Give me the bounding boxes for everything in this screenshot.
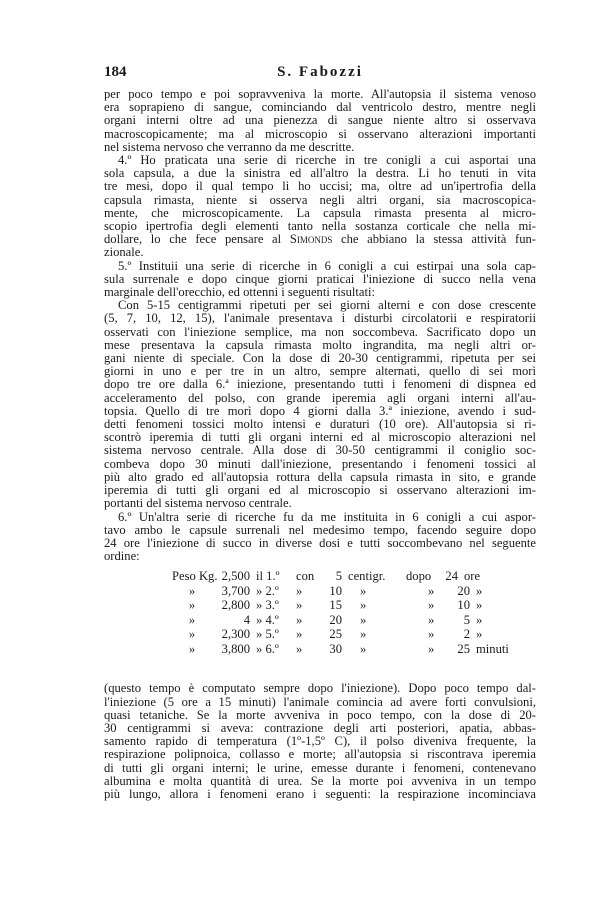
table-cell: 2,500 [221,569,250,584]
page-body [104,88,536,801]
text-line [104,233,536,246]
text-line: respirazione polipnoica, collasso e morte; all'autopsia si riscontrava iperemia [104,747,536,762]
paragraph-continuation [104,88,536,154]
text-line: 6.º Un'altra serie di ricerche fu da me instituita in 6 conigli a cui aspor- [118,509,536,524]
text-line: capsula rimasta, niente si osserva negli altri organi, sia macroscopica- [104,192,536,207]
table-cell: » [476,598,483,613]
table-cell: 10 [329,583,342,598]
table-cell: minuti [476,641,509,656]
table-cell: 3,700 [221,583,250,598]
text-line: zionale. [104,245,144,260]
table-cell: 25 [457,641,470,656]
table-cell: 20 [329,612,342,627]
page-number: 184 [104,64,127,80]
text-line: ordine: [104,549,140,564]
table-cell: Peso Kg. [172,569,218,584]
table-cell: » [476,627,483,642]
table-cell: 5 [463,612,470,627]
text-line: dopo tre ore dalla 6.ª iniezione, presentando tutti i fenomeni di dispnea ed [104,377,536,392]
paragraph-5 [104,260,536,300]
table-cell: » [360,583,367,598]
table-cell: 24 [445,569,458,584]
text-line: topsia. Quello di tre morì dopo 4 giorni dalla 3.ª iniezione, avendo i sud- [104,403,536,418]
text-line: Con 5-15 centigrammi ripetuti per sei giorni alterni e con dose crescente [118,298,536,313]
table-cell: 20 [457,583,470,598]
table-cell: 15 [329,598,342,613]
text-line: 24 ore l'iniezione di succo in diverse dosi e tutti soccombevano nel seguente [104,535,536,550]
table-cell: » [188,612,196,627]
table-cell: » 3.º [256,598,279,613]
paragraph-6-continued [104,682,536,801]
table-cell: » [428,612,435,627]
table-cell: con [296,569,315,584]
table-row [172,627,536,642]
table-cell: » [296,598,303,613]
paragraph-6 [104,511,536,564]
text-line: 4.º Ho praticata una serie di ricerche in tre conigli a cui asportai una [118,153,536,168]
text-line: portanti del sistema nervoso centrale. [104,496,292,511]
text-line: organi interni oltre ad una pienezza di sangue niente altro si osservava [104,113,536,128]
table-cell: 2,300 [221,627,250,642]
text-line: tavo ambo le capsule surrenali nel medesimo tempo, facendo seguire dopo [104,522,536,537]
text-line: nel sistema nervoso che verranno da me descritte. [104,139,355,154]
text-line: era soprapieno di sangue, cominciando dal ventricolo destro, mentre negli [104,100,536,115]
text-line: 30 centigrammi si aveva: contrazione degli arti posteriori, apatia, abbas- [104,720,536,735]
table-cell: ore [464,569,481,584]
text-line: mente, che microscopicamente. La capsula rimasta presenta al micro- [104,205,536,220]
table-cell: » [296,583,303,598]
paragraph-4 [104,154,536,260]
text-line: 5.º Instituii una serie di ricerche in 6 conigli a cui estirpai una sola cap- [118,258,536,273]
spacer [104,662,536,682]
table-cell: » [428,598,435,613]
table-cell: » 2.º [256,583,279,598]
table-cell: » [428,583,435,598]
table-cell: » [428,641,435,656]
table-cell: 3,800 [221,641,250,656]
table-cell: 5 [335,569,342,584]
table-cell: 25 [329,627,342,642]
table-cell: » [476,612,483,627]
text-line: mese presentava la capsula rimasta molto ingrandita, ma negli altri or- [104,337,536,352]
text-line: combeva dopo 30 minuti dall'iniezione, presentando i fenomeni tossici al [104,456,536,471]
text-line: sistema nervoso centrale. Alla dose di 30-50 centigrammi il coniglio soc- [104,443,536,458]
table-cell: 30 [329,641,342,656]
text-line: iperemia di tutti gli organi ed al microscopio si osservano alterazioni im- [104,483,536,498]
table-cell: 2 [463,627,470,642]
table-cell: » [360,627,367,642]
table-cell: » 5.º [256,627,279,642]
table-cell: » 4.º [256,612,279,627]
text-line: sola capsula, a due la sinistra ed all'altro la destra. Li ho tenuti in vita [104,166,536,181]
text-line: tre mesi, dopo il qual tempo li ho uccisi; ma, oltre ad un'ipertrofia della [104,179,536,194]
text-fragment: che abbiano la stessa attività fun- [340,232,536,247]
table-cell: » [360,641,367,656]
table-cell: 2,800 [221,598,250,613]
text-line: samento rapido di temperatura (1º-1,5º C), il polso diveniva frequente, la [104,734,536,749]
text-line: scopio ipertrofia degli elementi tanto nella sostanza corticale che nella mi- [104,219,536,234]
text-fragment: dollare, lo che fece pensare al [104,232,282,247]
text-line: detti fenomeni tossici molto intensi e duraturi (10 ore). All'autopsia si ri- [104,417,536,432]
text-line: (questo tempo è computato sempre dopo l'iniezione). Dopo poco tempo dal- [104,681,536,696]
text-line: di tutti gli organi interni; le urine, emesse durante i fenomeni, contenevano [104,760,536,775]
table-cell: » 6.º [256,641,279,656]
table-cell: » [188,583,196,598]
text-line: macroscopicamente; ma al microscopio si osservano alterazioni importanti [104,126,536,141]
table-cell: » [296,641,303,656]
text-line: giorni in uno e per tre in un altro, sempre alternati, quello di sei morì [104,364,536,379]
table-cell: dopo [406,569,432,584]
text-line: sula surrenale e dopo cinque giorni praticai l'iniezione di succo nella vena [104,271,536,286]
table-cell: 4 [243,612,250,627]
table-cell: » [428,627,435,642]
table-cell: » [296,612,303,627]
table-cell: » [188,641,196,656]
page-header [104,64,536,84]
table-row [172,613,536,628]
text-line: osservati con l'iniezione semplice, ma non soccombeva. Sacrificato dopo un [104,324,536,339]
text-line: più lungo, allora i fenomeni erano i seguenti: la respirazione incominciava [104,786,536,801]
text-line: l'iniezione (5 ore a 15 minuti) l'animale comincia ad avere forti convulsioni, [104,694,536,709]
table-cell: » [296,627,303,642]
text-line: quasi tetaniche. Se la morte avveniva in poco tempo, con la dose di 20- [104,707,536,722]
table-row [172,584,536,599]
table-cell: 10 [457,598,470,613]
results-table [172,569,536,656]
text-line: (5, 7, 10, 12, 15), l'animale presentava i disturbi circolatorii e respiratorii [104,311,536,326]
text-line: marginale dell'orecchio, ed ottenni i seguenti risultati: [104,285,375,300]
cited-author: Simonds [289,232,333,247]
running-head-author: S. Fabozzi [277,64,363,80]
text-line: gani niente di speciale. Con la dose di 20-30 centigrammi, ripetuta per sei [104,351,536,366]
table-cell: » [476,583,483,598]
text-line: più alto grado ed all'autopsia rottura della capsula rimasta in sito, e grande [104,469,536,484]
text-line: albumina e molta quantità di urea. Se la morte poi avveniva in un tempo [104,773,536,788]
table-cell: » [360,612,367,627]
table-row [172,642,536,657]
text-line: scontrò iperemia di tutti gli organi interni ed al microscopio alterazioni nel [104,430,536,445]
table-row [172,569,536,584]
text-line: acceleramento del polso, con grande iperemia agli organi interni all'au- [104,390,536,405]
text-line: per poco tempo e poi sopravveniva la morte. All'autopsia il sistema venoso [104,87,536,101]
table-cell: » [188,627,196,642]
table-cell: il 1.º [256,569,280,584]
table-row [172,598,536,613]
table-cell: » [360,598,367,613]
table-cell: » [188,598,196,613]
table-cell: centigr. [348,569,386,584]
paragraph-5-results [104,299,536,510]
